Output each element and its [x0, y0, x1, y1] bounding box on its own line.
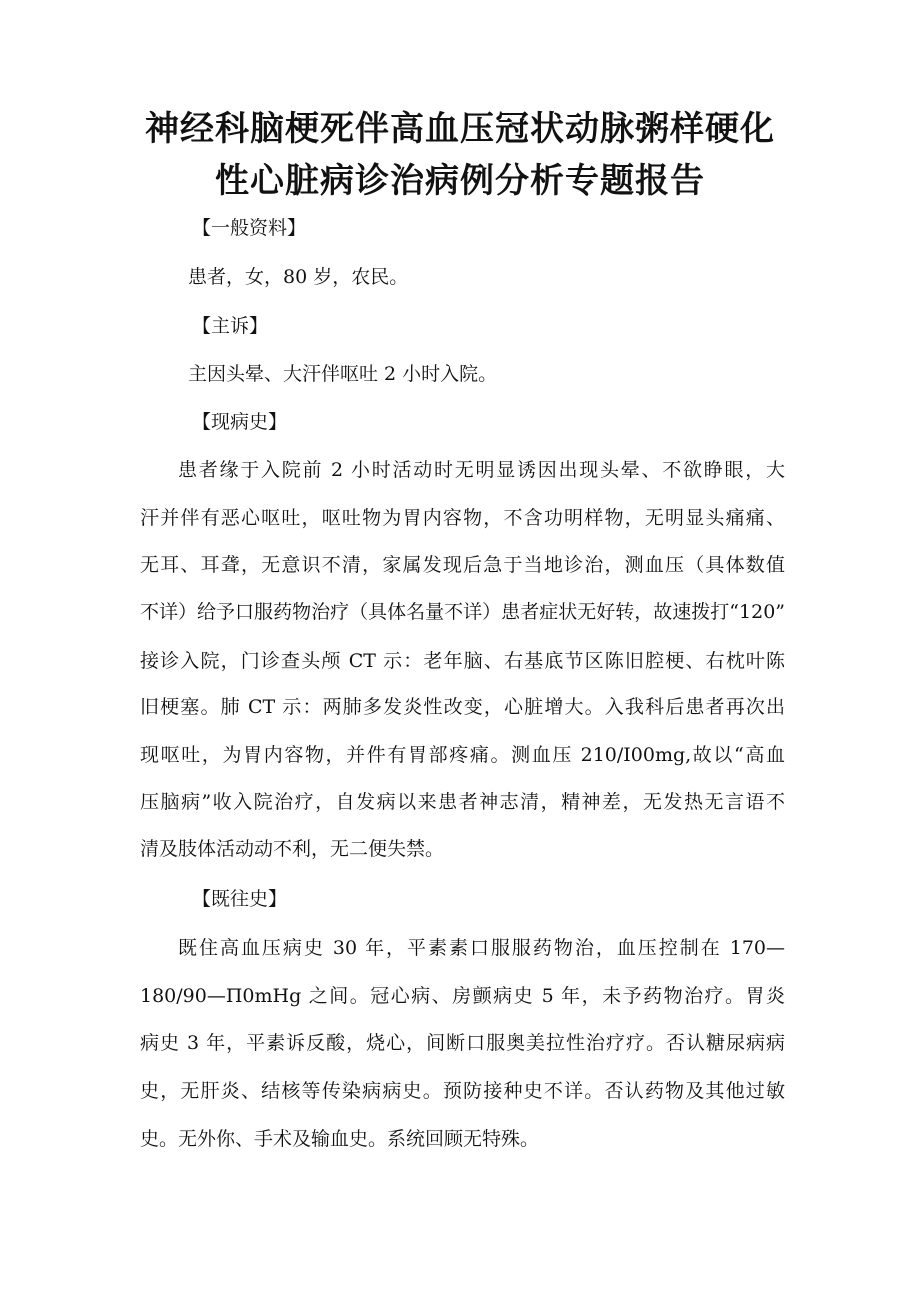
present-illness-line: 汗并伴有恶心呕吐，呕吐物为胃内容物，不含功明样物，无明显头痛痛、	[140, 507, 785, 529]
past-history-line: 病史 3 年，平素诉反酸，烧心，间断口服奥美拉性治疗疗。否认糖尿病病	[140, 1032, 785, 1054]
present-illness-line: 清及肢体活动动不利，无二便失禁。	[140, 838, 445, 860]
present-illness-line: 旧梗塞。肺 CT 示：两肺多发炎性改变，心脏增大。入我科后患者再次出	[140, 696, 785, 718]
past-history-line: 史，无肝炎、结核等传染病病史。预防接种史不详。否认药物及其他过敏	[140, 1080, 785, 1102]
present-illness-line: 压脑病”收入院治疗，自发病以来患者神志清，精神差，无发热无言语不	[140, 791, 785, 813]
document-title-line-2: 性心脏病诊治病例分析专题报告	[215, 161, 705, 201]
present-illness-line: 不详）给予口服药物治疗（具体名量不详）患者症状无好转，故速拨打“120”	[140, 601, 785, 623]
present-illness-line: 患者缘于入院前 2 小时活动时无明显诱因出现头晕、不欲睁眼，大	[178, 459, 785, 481]
section-heading-complaint: 【主诉】	[192, 315, 269, 337]
complaint-text: 主因头晕、大汗伴呕吐 2 小时入院。	[188, 363, 498, 385]
general-text: 患者，女，80 岁，农民。	[188, 266, 409, 288]
section-heading-past-history: 【既往史】	[192, 888, 288, 910]
past-history-line: 180/90—Π0mHg 之间。冠心病、房颤病史 5 年，未予药物治疗。胃炎	[140, 985, 785, 1007]
past-history-line: 史。无外你、手术及输血史。系统回顾无特殊。	[140, 1128, 540, 1150]
document-title-line-1: 神经科脑梗死伴高血压冠状动脉粥样硬化	[145, 109, 775, 149]
present-illness-line: 接诊入院，门诊查头颅 CT 示：老年脑、右基底节区陈旧腔梗、右枕叶陈	[140, 650, 785, 672]
section-heading-present-illness: 【现病史】	[192, 411, 288, 433]
past-history-line: 既住高血压病史 30 年，平素素口服服药物治，血压控制在 170—	[178, 937, 785, 959]
present-illness-line: 现呕吐，为胃内容物，并件有胃部疼痛。测血压 210/I00mg,故以“高血	[140, 744, 785, 766]
present-illness-line: 无耳、耳聋，无意识不清，家属发现后急于当地诊治，测血压（具体数值	[140, 554, 785, 576]
section-heading-general: 【一般资料】	[192, 217, 307, 239]
